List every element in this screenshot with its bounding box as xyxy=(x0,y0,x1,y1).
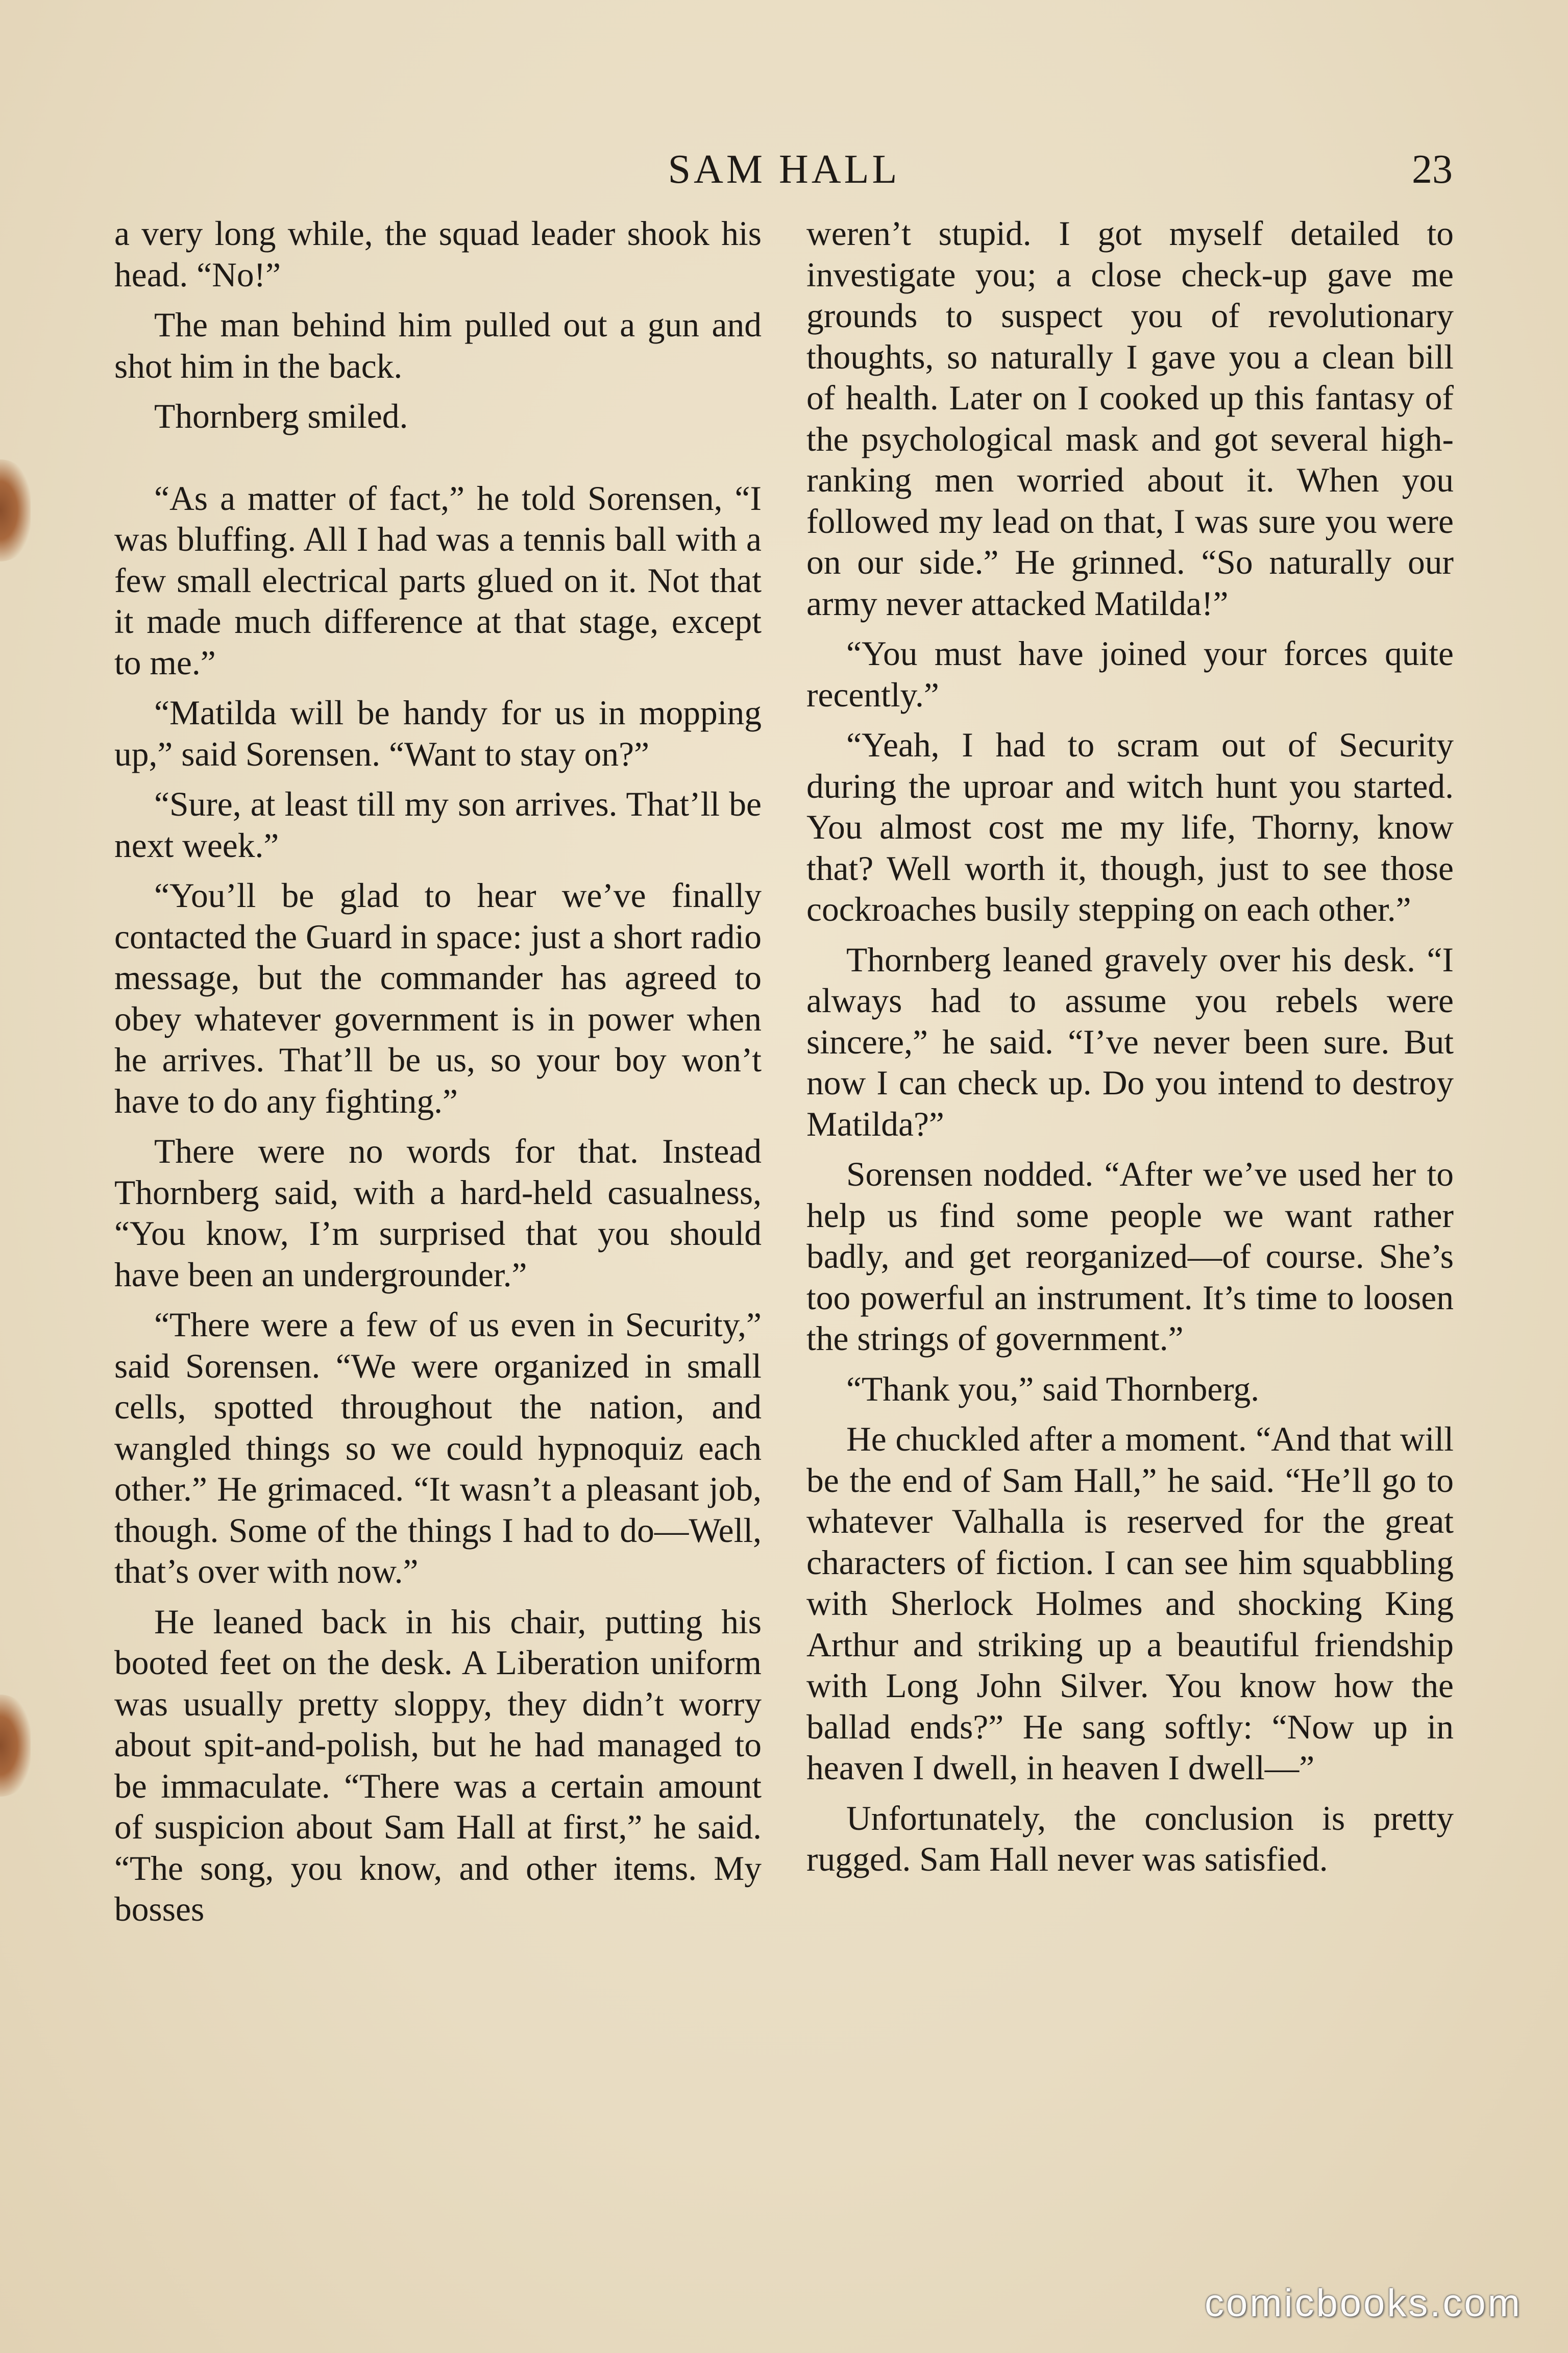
paragraph: Unfortunately, the conclusion is pretty rugged. Sam Hall never was satisfied. xyxy=(806,1799,1454,1878)
binding-hole-upper xyxy=(0,459,31,561)
paragraph: He chuckled after a moment. “And that will be the end of Sam Hall,” he said. “He’ll go to whatever Valhalla is reserved for the great characters of fiction. I can see him squabbling with Sherlock Holmes and shocking King Arthur and striking up a beautiful friendship with Long John Silver. You know how the ballad ends?” He sang softly: “Now up in heaven I dwell, in heaven I dwell—” xyxy=(806,1420,1454,1787)
paragraph: “You’ll be glad to hear we’ve finally contacted the Guard in space: just a short radio message, but the commander has agreed to obey whatever government is in power when he arrives. That’ll be us, so your boy won’t have to do any fighting.” xyxy=(114,876,762,1120)
paragraph: He leaned back in his chair, putting his booted feet on the desk. A Liberation uniform was usually pretty sloppy, they didn’t worry about spit-and-polish, but he had managed to be immaculate. “There was a certain amount of suspicion about Sam Hall at first,” he said. “The song, you know, and other items. My bosses xyxy=(114,1602,762,1928)
watermark-logo: comicbooks.com xyxy=(1205,2282,1522,2325)
paragraph: There were no words for that. Instead Thornberg said, with a hard-held casualness, “You know, I’m surprised that you should have been an undergrounder.” xyxy=(114,1132,762,1294)
paragraph: “Matilda will be handy for us in mopping up,” said Sorensen. “Want to stay on?” xyxy=(114,694,762,773)
paragraph: “You must have joined your forces quite recently.” xyxy=(806,634,1454,714)
paragraph: The man behind him pulled out a gun and shot him in the back. xyxy=(114,306,762,385)
paragraph: “Sure, at least till my son arrives. That’ll be next week.” xyxy=(114,785,762,865)
paragraph: Sorensen nodded. “After we’ve used her to help us find some people we want rather badly, and get reorganized—of course. She’s too powerful an instrument. It’s time to loosen the strings of government.” xyxy=(806,1155,1454,1358)
paragraph: “As a matter of fact,” he told Sorensen, “I was bluffing. All I had was a tennis ball with a few small electrical parts glued on it. Not that it made much difference at that stage, except to me.” xyxy=(114,479,762,682)
right-column xyxy=(806,213,1454,1890)
paragraph: Thornberg leaned gravely over his desk. “I always had to assume you rebels were sincere,” he said. “I’ve never been sure. But now I can check up. Do you intend to destroy Matilda?” xyxy=(806,940,1454,1143)
paragraph: weren’t stupid. I got myself detailed to investigate you; a close check-up gave me grounds to suspect you of revolutionary thoughts, so naturally I gave you a clean bill of health. Later on I cooked up this fantasy of the psychological mask and got several high-ranking men worried about it. When you followed my lead on that, I was sure you were on our side.” He grinned. “So naturally our army never attacked Matilda!” xyxy=(806,214,1454,623)
paragraph: “There were a few of us even in Security,” said Sorensen. “We were organized in small cells, spotted throughout the nation, and wangled things so we could hypnoquiz each other.” He grimaced. “It wasn’t a pleasant job, though. Some of the things I had to do—Well, that’s over with now.” xyxy=(114,1306,762,1590)
paragraph: Thornberg smiled. xyxy=(154,397,408,435)
paragraph: “Yeah, I had to scram out of Security during the uproar and witch hunt you started. You almost cost me my life, Thorny, know that? Well worth it, though, just to see those cockroaches busily stepping on each other.” xyxy=(806,726,1454,928)
running-head xyxy=(0,144,1568,200)
paragraph: “Thank you,” said Thornberg. xyxy=(846,1369,1260,1408)
page-number: 23 xyxy=(1412,147,1453,192)
binding-hole-lower xyxy=(0,1695,31,1797)
left-column xyxy=(114,213,762,1940)
running-title: SAM HALL xyxy=(668,147,900,192)
paragraph: a very long while, the squad leader shook his head. “No!” xyxy=(114,214,762,294)
